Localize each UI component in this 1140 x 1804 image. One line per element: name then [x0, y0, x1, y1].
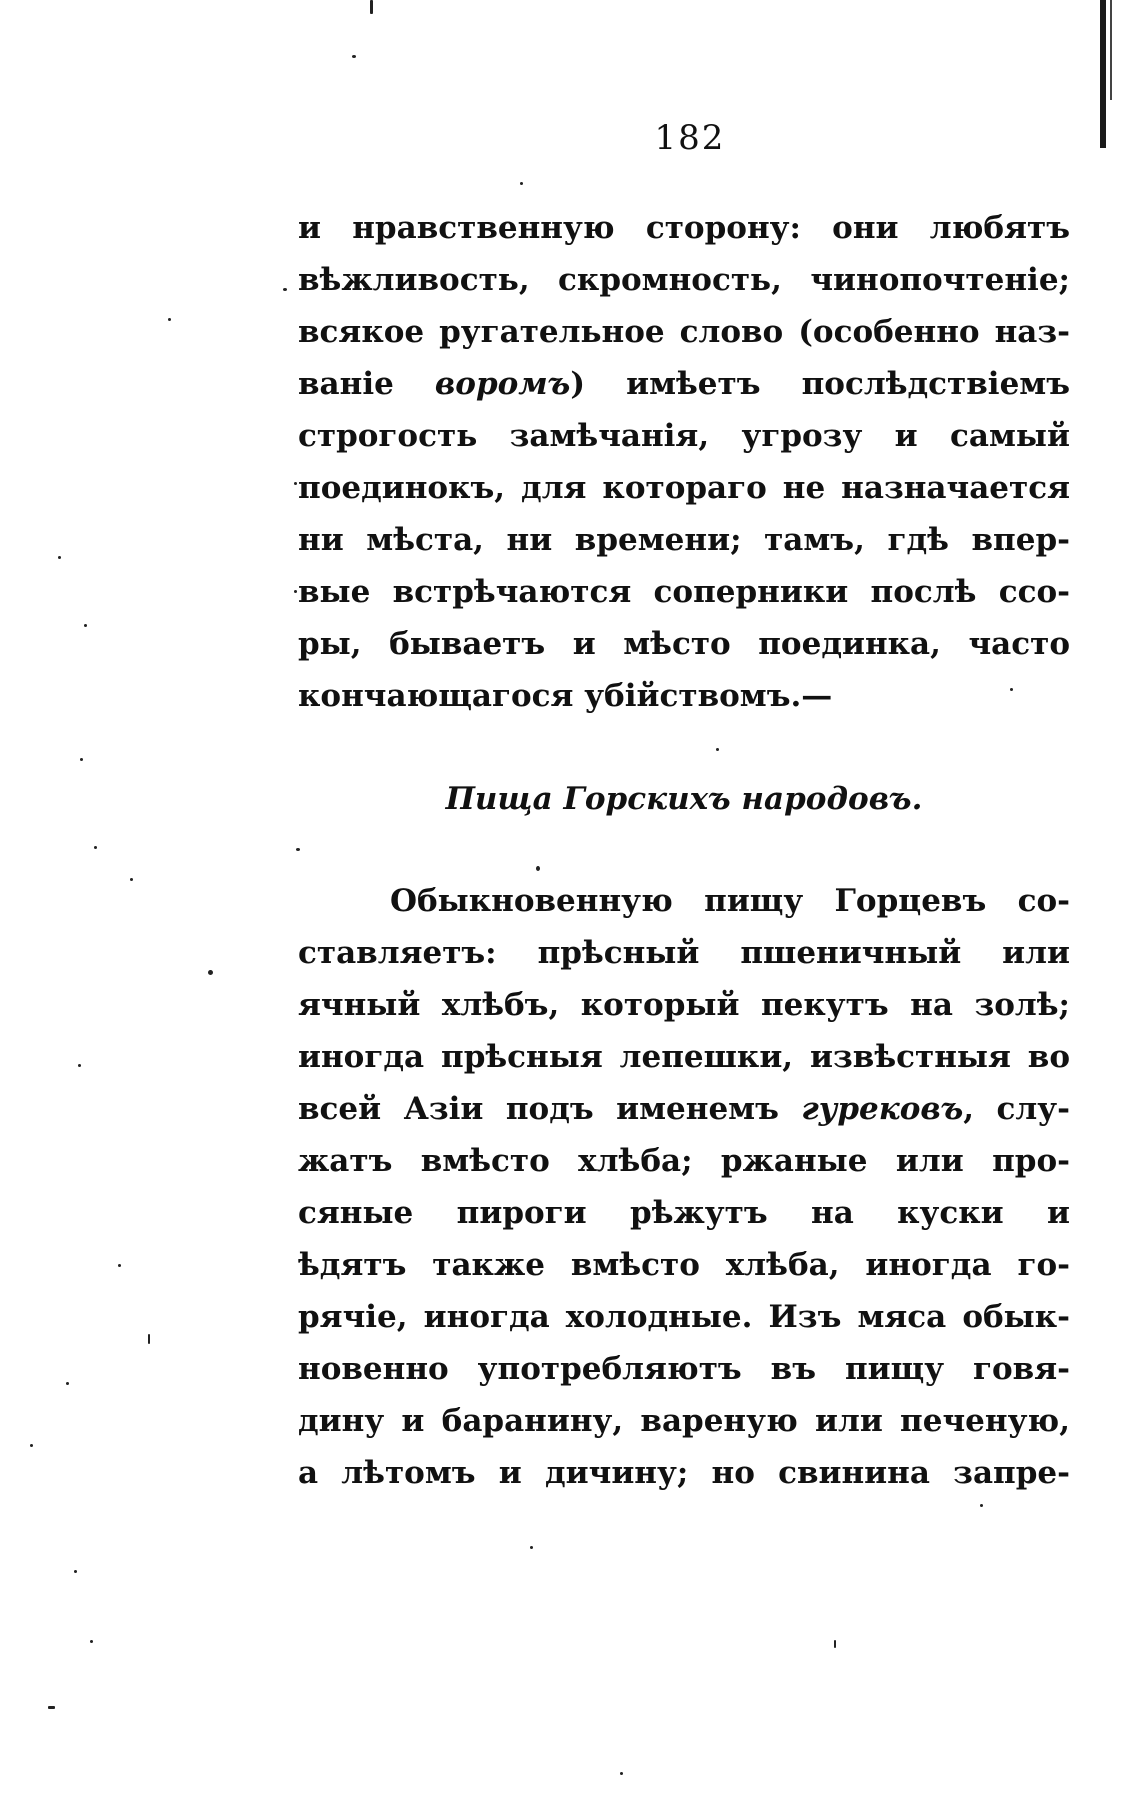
scan-speck: [90, 1640, 93, 1643]
text-line: Обыкновенную пищу Горцевъ со-: [390, 883, 1070, 919]
text-line: сяные пироги рѣжутъ на куски и: [298, 1195, 1070, 1231]
scan-speck: [130, 878, 133, 881]
scan-speck: [74, 1570, 77, 1573]
text-line: всякое ругательное слово (особенно наз-: [298, 314, 1070, 350]
text-line: рячіе, иногда холодные. Изъ мяса обык-: [298, 1299, 1070, 1335]
italic-word: гурековъ: [801, 1091, 964, 1127]
text-line: и нравственную сторону: они любятъ: [298, 210, 1070, 246]
page-edge-shadow-inner: [1110, 0, 1112, 100]
text-line-with-italic: [298, 1083, 1070, 1135]
scan-speck: [530, 1546, 533, 1549]
text-line: ячный хлѣбъ, который пекутъ на золѣ;: [298, 987, 1070, 1023]
scan-speck: [208, 970, 213, 975]
scan-speck: [84, 624, 87, 627]
scan-speck: [620, 1772, 623, 1775]
text-line-with-italic: [298, 358, 1070, 410]
scan-speck: [48, 1706, 55, 1709]
scan-speck: [294, 482, 297, 485]
text-line: поединокъ, для котораго не назначается: [298, 470, 1070, 506]
scan-speck: [148, 1334, 150, 1344]
page-number: 182: [654, 118, 726, 158]
scan-speck: [283, 288, 287, 291]
scan-speck: [66, 1382, 69, 1385]
text-line: ры, бываетъ и мѣсто поединка, часто: [298, 626, 1070, 662]
text-run: ) имѣетъ послѣдствіемъ: [570, 366, 1071, 402]
italic-word: воромъ: [434, 366, 571, 402]
text-line: жатъ вмѣсто хлѣба; ржаные или про-: [298, 1143, 1070, 1179]
scan-speck: [536, 866, 540, 871]
scan-speck: [58, 556, 61, 559]
text-line: вые встрѣчаются соперники послѣ ссо-: [298, 574, 1070, 610]
paragraph-manners: [298, 202, 1070, 722]
paragraph-food: [298, 875, 1070, 1499]
section-heading: Пища Горскихъ народовъ.: [445, 781, 923, 817]
page-edge-shadow: [1100, 0, 1106, 148]
scan-speck: [716, 748, 719, 751]
scan-speck: [168, 318, 171, 321]
scan-speck: [78, 1064, 81, 1067]
scan-speck: [520, 182, 523, 185]
text-line: дину и баранину, вареную или печеную,: [298, 1403, 1070, 1439]
text-run: всей Азіи подъ именемъ: [298, 1091, 802, 1127]
text-line: кончающагося убійствомъ.—: [298, 678, 833, 714]
scan-speck: [30, 1444, 33, 1447]
scan-speck: [1010, 688, 1013, 691]
text-line: вѣжливость, скромность, чинопочтеніе;: [298, 262, 1070, 298]
text-line: ѣдятъ также вмѣсто хлѣба, иногда го-: [298, 1247, 1070, 1283]
scan-speck: [294, 590, 297, 593]
scan-speck: [296, 848, 300, 851]
scan-speck: [370, 0, 373, 14]
text-run: , слу-: [963, 1091, 1070, 1127]
scan-speck: [80, 758, 83, 761]
text-line: а лѣтомъ и дичину; но свинина запре-: [298, 1455, 1070, 1491]
text-line: новенно употребляютъ въ пищу говя-: [298, 1351, 1070, 1387]
scan-speck: [352, 55, 356, 58]
text-line: иногда прѣсныя лепешки, извѣстныя во: [298, 1039, 1070, 1075]
scan-speck: [980, 1504, 983, 1507]
text-run: ваніе: [298, 366, 435, 402]
scan-speck: [94, 846, 97, 849]
text-line: ни мѣста, ни времени; тамъ, гдѣ впер-: [298, 522, 1070, 558]
scan-speck: [118, 1264, 121, 1267]
text-line: строгость замѣчанія, угрозу и самый: [298, 418, 1070, 454]
text-line: ставляетъ: прѣсный пшеничный или: [298, 935, 1070, 971]
scan-speck: [834, 1640, 836, 1648]
